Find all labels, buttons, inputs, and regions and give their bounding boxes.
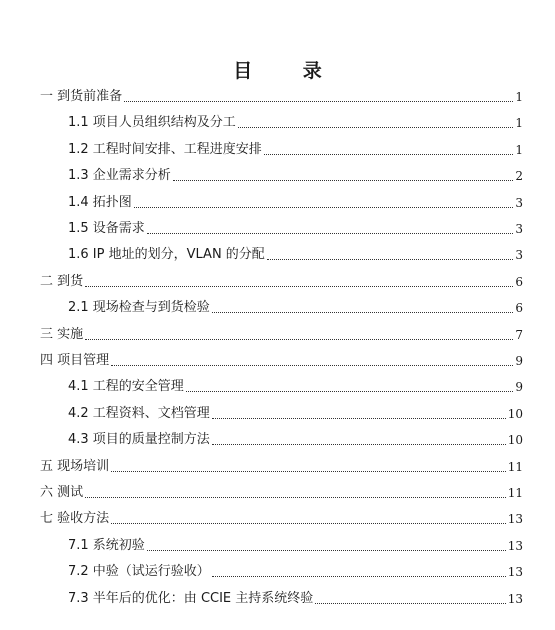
toc-dot-leader (173, 179, 513, 181)
toc-dot-leader (267, 258, 513, 260)
toc-entry-label: 1.4 拓扑图 (68, 194, 132, 210)
toc-page-number: 11 (507, 486, 523, 500)
toc-entry-label: 4.2 工程资料、文档管理 (68, 405, 210, 421)
toc-dot-leader (212, 417, 506, 419)
toc-dot-leader (186, 390, 513, 392)
toc-entry-label: 1.3 企业需求分析 (68, 168, 171, 184)
toc-dot-leader (124, 100, 513, 102)
toc-entry[interactable] (68, 139, 523, 159)
toc-dot-leader (134, 206, 513, 208)
toc-entry-label: 二 到货 (40, 273, 84, 289)
toc-entry-label: 7.3 半年后的优化：由 CCIE 主持系统终验 (68, 590, 314, 606)
toc-page-number: 3 (515, 248, 523, 263)
toc-entry-label: 2.1 现场检查与到货检验 (68, 300, 210, 316)
toc-page-number: 10 (507, 433, 523, 448)
toc-page-number: 1 (515, 90, 523, 104)
toc-entry-label: 7.1 系统初验 (68, 537, 145, 553)
toc-entry[interactable] (68, 403, 523, 423)
toc-page-number: 7 (515, 327, 523, 342)
toc-entry-label: 4.3 项目的质量控制方法 (68, 432, 210, 448)
toc-entry[interactable] (68, 218, 523, 238)
toc-entry[interactable] (40, 350, 523, 370)
toc-entry-label: 1.6 IP 地址的划分，VLAN 的分配 (68, 247, 265, 263)
toc-dot-leader (315, 602, 505, 604)
toc-entry-label: 1.2 工程时间安排、工程进度安排 (68, 141, 262, 157)
toc-dot-leader (85, 496, 506, 498)
toc-page-number: 6 (515, 301, 523, 316)
toc-entry-label: 4.1 工程的安全管理 (68, 379, 184, 395)
toc-dot-leader (212, 575, 506, 577)
toc-entry[interactable] (40, 271, 523, 291)
toc-entry-label: 一 到货前准备 (40, 89, 123, 104)
toc-dot-leader (212, 443, 506, 445)
toc-page-number: 13 (507, 512, 523, 527)
toc-dot-leader (85, 285, 513, 287)
toc-dot-leader (111, 522, 506, 524)
toc-page-number: 3 (515, 195, 523, 210)
toc-page-number: 13 (507, 565, 523, 580)
toc-page-number: 11 (507, 459, 523, 474)
toc-dot-leader (85, 338, 513, 340)
toc-entry-label: 1.5 设备需求 (68, 221, 145, 236)
toc-entry[interactable] (68, 535, 523, 555)
toc-page-number: 6 (515, 274, 523, 289)
toc-entry[interactable] (68, 588, 523, 608)
toc-entry[interactable] (40, 482, 523, 502)
toc-entry-label: 7.2 中验（试运行验收） (68, 564, 210, 580)
toc-entry[interactable] (68, 429, 523, 449)
toc-entry[interactable] (68, 561, 523, 581)
toc-dot-leader (147, 232, 513, 234)
toc-entry-label: 五 现场培训 (40, 458, 110, 474)
toc-entry[interactable] (68, 192, 523, 212)
toc-page-number: 1 (515, 116, 523, 131)
toc-entry[interactable] (40, 508, 523, 528)
toc-page-number: 10 (507, 406, 523, 421)
toc-entry[interactable] (68, 376, 523, 396)
toc-dot-leader (238, 126, 513, 128)
toc-entry-label: 1.1 项目人员组织结构及分工 (68, 115, 236, 131)
toc-title: 目 录 (233, 60, 344, 82)
toc-entry[interactable] (40, 86, 523, 106)
toc-entry[interactable] (40, 324, 523, 344)
toc-entry-label: 七 验收方法 (40, 511, 110, 527)
toc-page-number: 9 (515, 354, 523, 368)
toc-page-number: 2 (515, 169, 523, 184)
toc-page-number: 3 (515, 222, 523, 236)
toc-page-number: 13 (507, 538, 523, 553)
toc-entry-label: 六 测试 (40, 485, 84, 500)
toc-page-number: 1 (515, 142, 523, 157)
toc-page-number: 9 (515, 380, 523, 395)
toc-dot-leader (111, 470, 506, 472)
toc-entry[interactable] (68, 297, 523, 317)
toc-page-number: 13 (507, 591, 523, 606)
toc-dot-leader (147, 549, 506, 551)
toc-dot-leader (111, 364, 513, 366)
toc-dot-leader (264, 153, 513, 155)
toc-entry[interactable] (68, 112, 523, 132)
toc-entry[interactable] (68, 244, 523, 264)
toc-entry-label: 三 实施 (40, 326, 84, 342)
toc-entry-label: 四 项目管理 (40, 353, 110, 368)
toc-entry[interactable] (68, 165, 523, 185)
toc-dot-leader (212, 311, 513, 313)
toc-entry[interactable] (40, 456, 523, 476)
